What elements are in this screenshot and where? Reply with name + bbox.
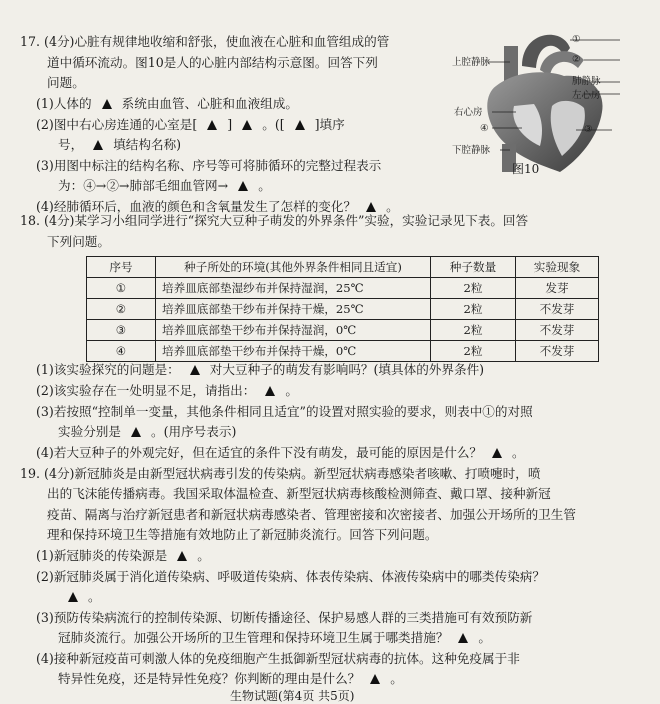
answer-blank-icon[interactable] bbox=[238, 181, 248, 191]
q17-sub3-cont bbox=[58, 178, 271, 194]
q17-sub1 bbox=[36, 96, 298, 112]
answer-blank-icon[interactable] bbox=[131, 427, 141, 437]
table-cell: ② bbox=[87, 299, 156, 320]
fig-label-4: ④ bbox=[480, 123, 489, 134]
fig-label-la: 左心房 bbox=[572, 90, 601, 101]
answer-blank-icon[interactable] bbox=[177, 551, 187, 561]
q19-intro-line3: 疫苗、隔离与治疗新冠患者和新冠状病毒感染者、管理密接和次密接者、加强公开场所的卫生管 bbox=[47, 507, 576, 522]
q18-sub4-text-b: 。 bbox=[512, 445, 525, 460]
table-row bbox=[87, 341, 599, 362]
q18-sub2-text-a: (2)该实验存在一处明显不足，请指出： bbox=[36, 383, 256, 398]
q17-intro-line2: 道中循环流动。图10是人的心脏内部结构示意图。回答下列 bbox=[47, 55, 378, 70]
q18-sub1-text-a: (1)该实验探究的问题是： bbox=[36, 362, 180, 377]
fig-label-ivc: 下腔静脉 bbox=[452, 145, 491, 156]
q17-sub2-text-b: ] bbox=[227, 117, 233, 132]
table-row bbox=[87, 278, 599, 299]
table-cell: 培养皿底部垫干纱布并保持湿润，0℃ bbox=[156, 320, 431, 341]
q18-sub3-text-c: 。(用序号表示) bbox=[150, 424, 237, 439]
answer-blank-icon[interactable] bbox=[207, 120, 217, 130]
q19-sub1 bbox=[36, 548, 210, 564]
table-header-cell: 序号 bbox=[87, 257, 156, 278]
q19-sub3-text-c: 。 bbox=[478, 630, 491, 645]
table-cell: 不发芽 bbox=[516, 299, 599, 320]
q18-sub2-text-b: 。 bbox=[285, 383, 298, 398]
q19-sub1-text-b: 。 bbox=[197, 548, 210, 563]
q18-intro-line1: 18. (4分)某学习小组同学进行“探究大豆种子萌发的外界条件”实验，实验记录见下表。回答 bbox=[20, 213, 529, 228]
q17-sub2-text-a: (2)图中右心房连通的心室是[ bbox=[36, 117, 198, 132]
table-header-cell: 种子所处的环境(其他外界条件相同且适宜) bbox=[156, 257, 431, 278]
table-cell: 培养皿底部垫湿纱布并保持湿润，25℃ bbox=[156, 278, 431, 299]
q19-sub1-text-a: (1)新冠肺炎的传染源是 bbox=[36, 548, 168, 563]
q17-sub4-text-b: 。 bbox=[386, 199, 399, 214]
answer-blank-icon[interactable] bbox=[102, 99, 112, 109]
q17-sub2 bbox=[36, 117, 345, 133]
table-cell: 培养皿底部垫干纱布并保持干燥，0℃ bbox=[156, 341, 431, 362]
q17-sub1-text-a: (1)人体的 bbox=[36, 96, 92, 111]
page-footer: 生物试题(第4页 共5页) bbox=[230, 689, 355, 703]
q17-sub2-text-c: 。([ bbox=[262, 117, 285, 132]
table-header-cell: 种子数量 bbox=[431, 257, 516, 278]
figure-caption: 图10 bbox=[512, 162, 540, 176]
q17-sub3-text-c: 。 bbox=[258, 178, 271, 193]
q19-sub3-text-b: 冠肺炎流行。加强公开场所的卫生管理和保持环境卫生属于哪类措施？ bbox=[58, 630, 449, 645]
q18-sub4 bbox=[36, 445, 525, 461]
fig-label-pv: 肺静脉 bbox=[572, 76, 601, 87]
q19-sub3: (3)预防传染病流行的控制传染源、切断传播途径、保护易感人群的三类措施可有效预防新 bbox=[36, 610, 533, 625]
table-cell: ④ bbox=[87, 341, 156, 362]
table-cell: 2粒 bbox=[431, 320, 516, 341]
q19-sub4: (4)接种新冠疫苗可刺激人体的免疫细胞产生抵御新型冠状病毒的抗体。这种免疫属于非 bbox=[36, 651, 520, 666]
q18-sub3-text-b: 实验分别是 bbox=[58, 424, 121, 439]
table-cell: 2粒 bbox=[431, 278, 516, 299]
answer-blank-icon[interactable] bbox=[242, 120, 252, 130]
answer-blank-icon[interactable] bbox=[93, 140, 103, 150]
table-cell: ③ bbox=[87, 320, 156, 341]
fig-label-2: ② bbox=[572, 54, 581, 65]
table-cell: 发芽 bbox=[516, 278, 599, 299]
table-cell: 不发芽 bbox=[516, 341, 599, 362]
q17-intro-line1: 17. (4分)心脏有规律地收缩和舒张，使血液在心脏和血管组成的管 bbox=[20, 34, 390, 49]
answer-blank-icon[interactable] bbox=[68, 592, 78, 602]
fig-label-ra: 右心房 bbox=[454, 107, 483, 118]
table-header-row bbox=[87, 257, 599, 278]
table-cell: 2粒 bbox=[431, 341, 516, 362]
q18-intro-line2: 下列问题。 bbox=[47, 234, 110, 249]
q17-sub4-text-a: (4)经肺循环后，血液的颜色和含氧量发生了怎样的变化？ bbox=[36, 199, 357, 214]
fig-label-3: ③ bbox=[584, 124, 593, 135]
table-cell: 不发芽 bbox=[516, 320, 599, 341]
q17-sub2-text-d: ]填序 bbox=[314, 117, 345, 132]
q19-sub4-text-b: 特异性免疫，还是特异性免疫？你判断的理由是什么？ bbox=[58, 671, 361, 686]
q17-sub3-text-b: 为：④→②→肺部毛细血管网→ bbox=[58, 178, 229, 193]
q19-sub2: (2)新冠肺炎属于消化道传染病、呼吸道传染病、体表传染病、体液传染病中的哪类传染病？ bbox=[36, 569, 545, 584]
q17-sub3: (3)用图中标注的结构名称、序号等可将肺循环的完整过程表示 bbox=[36, 158, 382, 173]
q18-sub3-cont bbox=[58, 424, 236, 440]
fig-label-svc: 上腔静脉 bbox=[452, 57, 491, 68]
answer-blank-icon[interactable] bbox=[366, 202, 376, 212]
answer-blank-icon[interactable] bbox=[265, 386, 275, 396]
q17-intro-line3: 问题。 bbox=[47, 75, 85, 90]
table-header-cell: 实验现象 bbox=[516, 257, 599, 278]
q18-sub4-text-a: (4)若大豆种子的外观完好，但在适宜的条件下没有萌发，最可能的原因是什么？ bbox=[36, 445, 483, 460]
answer-blank-icon[interactable] bbox=[492, 448, 502, 458]
q19-intro-line1: 19. (4分)新冠肺炎是由新型冠状病毒引发的传染病。新型冠状病毒感染者咳嗽、打喷嚏时，喷 bbox=[20, 466, 541, 481]
q18-sub1 bbox=[36, 362, 484, 378]
answer-blank-icon[interactable] bbox=[458, 633, 468, 643]
q19-intro-line2: 出的飞沫能传播病毒。我国采取体温检查、新型冠状病毒核酸检测筛查、戴口罩、接种新冠 bbox=[47, 486, 551, 501]
answer-blank-icon[interactable] bbox=[190, 365, 200, 375]
q17-sub2-text-e: 号， bbox=[58, 137, 84, 152]
q17-sub1-text-b: 系统由血管、心脏和血液组成。 bbox=[121, 96, 298, 111]
table-row bbox=[87, 299, 599, 320]
table-cell: 2粒 bbox=[431, 299, 516, 320]
q18-sub2 bbox=[36, 383, 298, 399]
q19-sub2-cont bbox=[58, 589, 101, 605]
q19-sub3-cont bbox=[58, 630, 491, 646]
q19-intro-line4: 理和保持环境卫生等措施有效地防止了新冠肺炎流行。回答下列问题。 bbox=[47, 527, 438, 542]
q19-sub2-text-b: 。 bbox=[88, 589, 101, 604]
table-cell: 培养皿底部垫干纱布并保持干燥，25℃ bbox=[156, 299, 431, 320]
fig-label-1: ① bbox=[572, 34, 581, 45]
q18-sub3: (3)若按照“控制单一变量，其他条件相同且适宜”的设置对照实验的要求，则表中①的对照 bbox=[36, 404, 533, 419]
experiment-table bbox=[86, 256, 599, 362]
q19-sub4-cont bbox=[58, 671, 403, 687]
answer-blank-icon[interactable] bbox=[295, 120, 305, 130]
answer-blank-icon[interactable] bbox=[370, 674, 380, 684]
heart-figure bbox=[452, 26, 652, 176]
q17-sub2-text-f: 填结构名称) bbox=[113, 137, 182, 152]
q17-sub2-cont bbox=[58, 137, 181, 153]
q19-sub4-text-c: 。 bbox=[390, 671, 403, 686]
q18-sub1-text-b: 对大豆种子的萌发有影响吗？(填具体的外界条件) bbox=[209, 362, 485, 377]
table-row bbox=[87, 320, 599, 341]
table-cell: ① bbox=[87, 278, 156, 299]
